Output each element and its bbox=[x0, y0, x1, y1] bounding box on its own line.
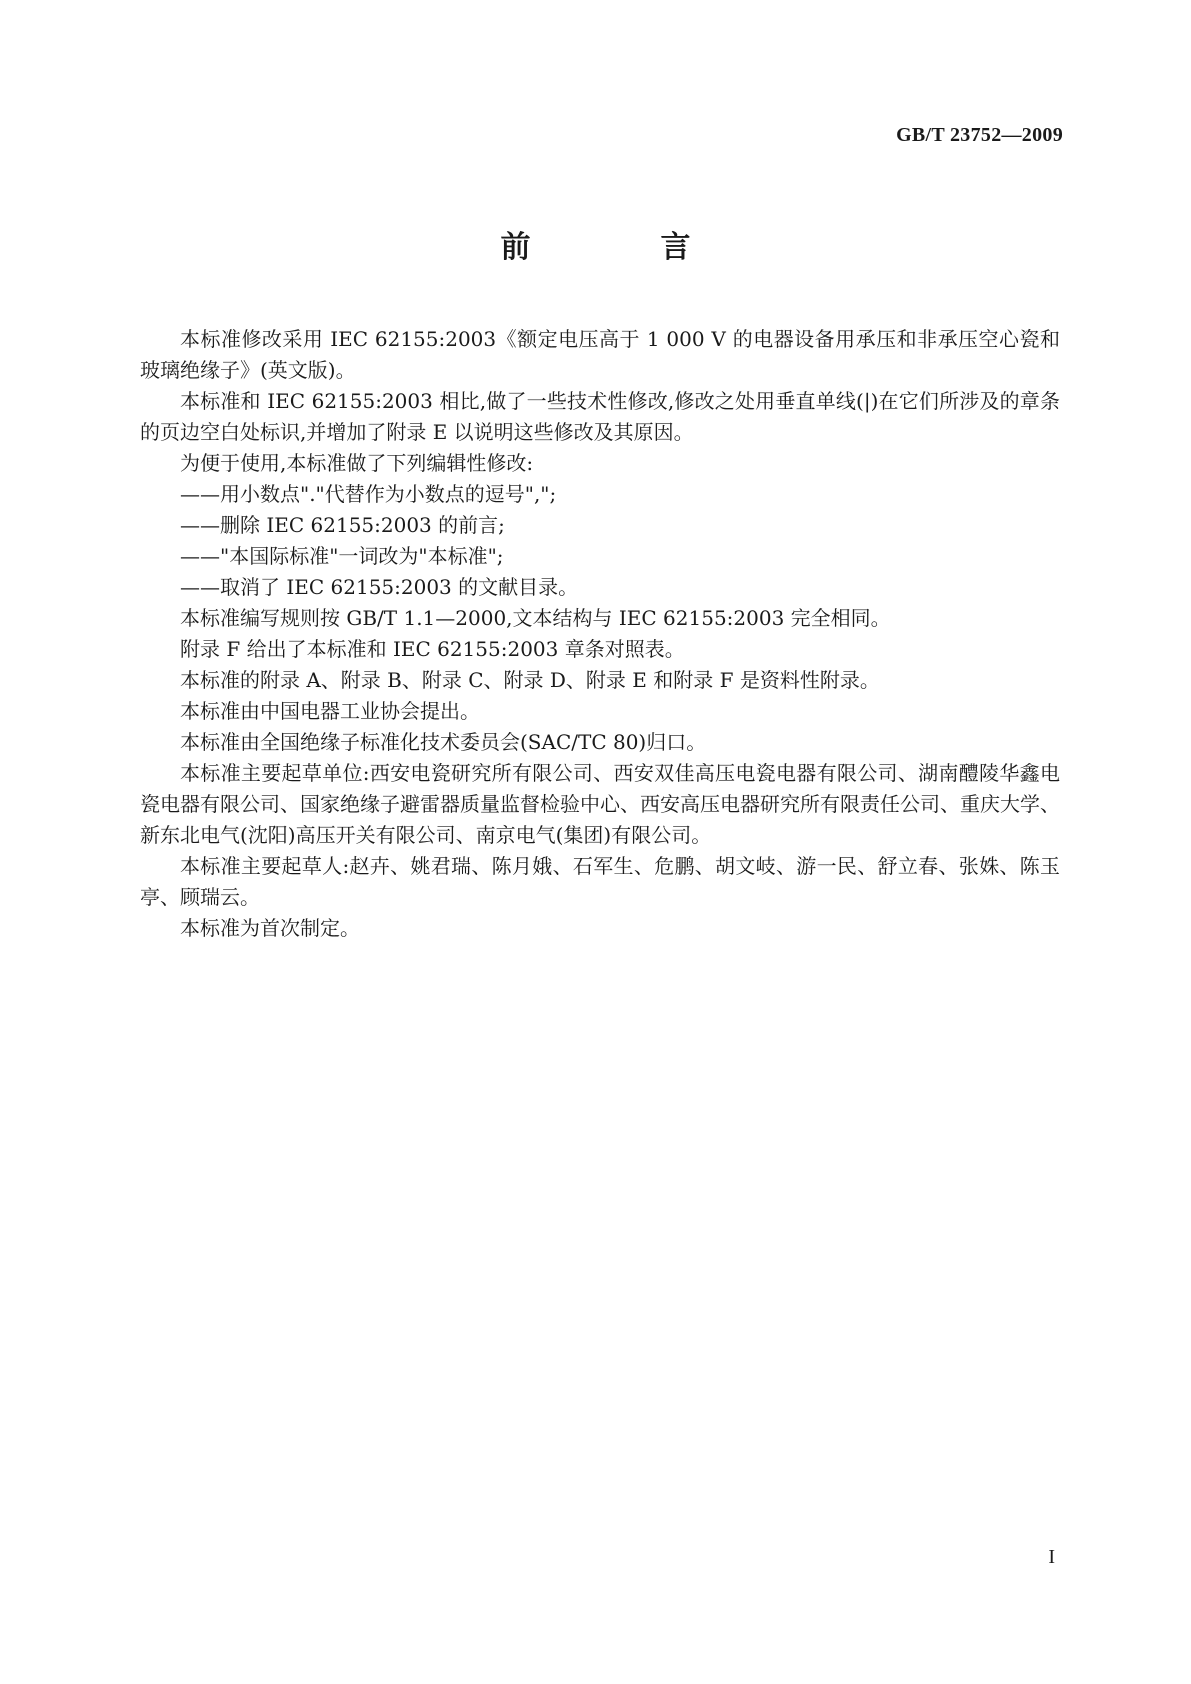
paragraph-centralized-by: 本标准由全国绝缘子标准化技术委员会(SAC/TC 80)归口。 bbox=[180, 730, 707, 754]
paragraph-annex-f: 附录 F 给出了本标准和 IEC 62155:2003 章条对照表。 bbox=[180, 637, 685, 661]
list-item-decimal-point: ——用小数点"."代替作为小数点的逗号","; bbox=[180, 482, 557, 506]
foreword-body bbox=[140, 324, 1060, 944]
list-item-remove-bibliography: ——取消了 IEC 62155:2003 的文献目录。 bbox=[180, 575, 579, 599]
paragraph-adoption: 本标准修改采用 IEC 62155:2003《额定电压高于 1 000 V 的电器设备用承压和非承压空心瓷和玻璃绝缘子》(英文版)。 bbox=[140, 327, 1060, 382]
paragraph-technical-changes: 本标准和 IEC 62155:2003 相比,做了一些技术性修改,修改之处用垂直单线(|)在它们所涉及的章条的页边空白处标识,并增加了附录 E 以说明这些修改及其原因。 bbox=[140, 389, 1060, 444]
paragraph-drafting-rules: 本标准编写规则按 GB/T 1.1—2000,文本结构与 IEC 62155:2003 完全相同。 bbox=[180, 606, 891, 630]
paragraph-drafting-units: 本标准主要起草单位:西安电瓷研究所有限公司、西安双佳高压电瓷电器有限公司、湖南醴陵华鑫电瓷电器有限公司、国家绝缘子避雷器质量监督检验中心、西安高压电器研究所有限责任公司、重庆大学、新东北电气(沈阳)高压开关有限公司、南京电气(集团)有限公司。 bbox=[140, 761, 1060, 847]
list-item-delete-foreword: ——删除 IEC 62155:2003 的前言; bbox=[180, 513, 505, 537]
list-item-term-change: ——"本国际标准"一词改为"本标准"; bbox=[180, 544, 504, 568]
paragraph-editorial-intro: 为便于使用,本标准做了下列编辑性修改: bbox=[180, 451, 534, 475]
paragraph-proposed-by: 本标准由中国电器工业协会提出。 bbox=[180, 699, 480, 723]
paragraph-drafters: 本标准主要起草人:赵卉、姚君瑞、陈月娥、石军生、危鹏、胡文岐、游一民、舒立春、张姝、陈玉亭、顾瑞云。 bbox=[140, 854, 1060, 909]
page-number: I bbox=[1048, 1546, 1055, 1568]
paragraph-informative-annexes: 本标准的附录 A、附录 B、附录 C、附录 D、附录 E 和附录 F 是资料性附录。 bbox=[180, 668, 880, 692]
page-title: 前 言 bbox=[500, 230, 741, 265]
standard-code: GB/T 23752—2009 bbox=[896, 124, 1063, 146]
paragraph-first-edition: 本标准为首次制定。 bbox=[180, 916, 360, 940]
